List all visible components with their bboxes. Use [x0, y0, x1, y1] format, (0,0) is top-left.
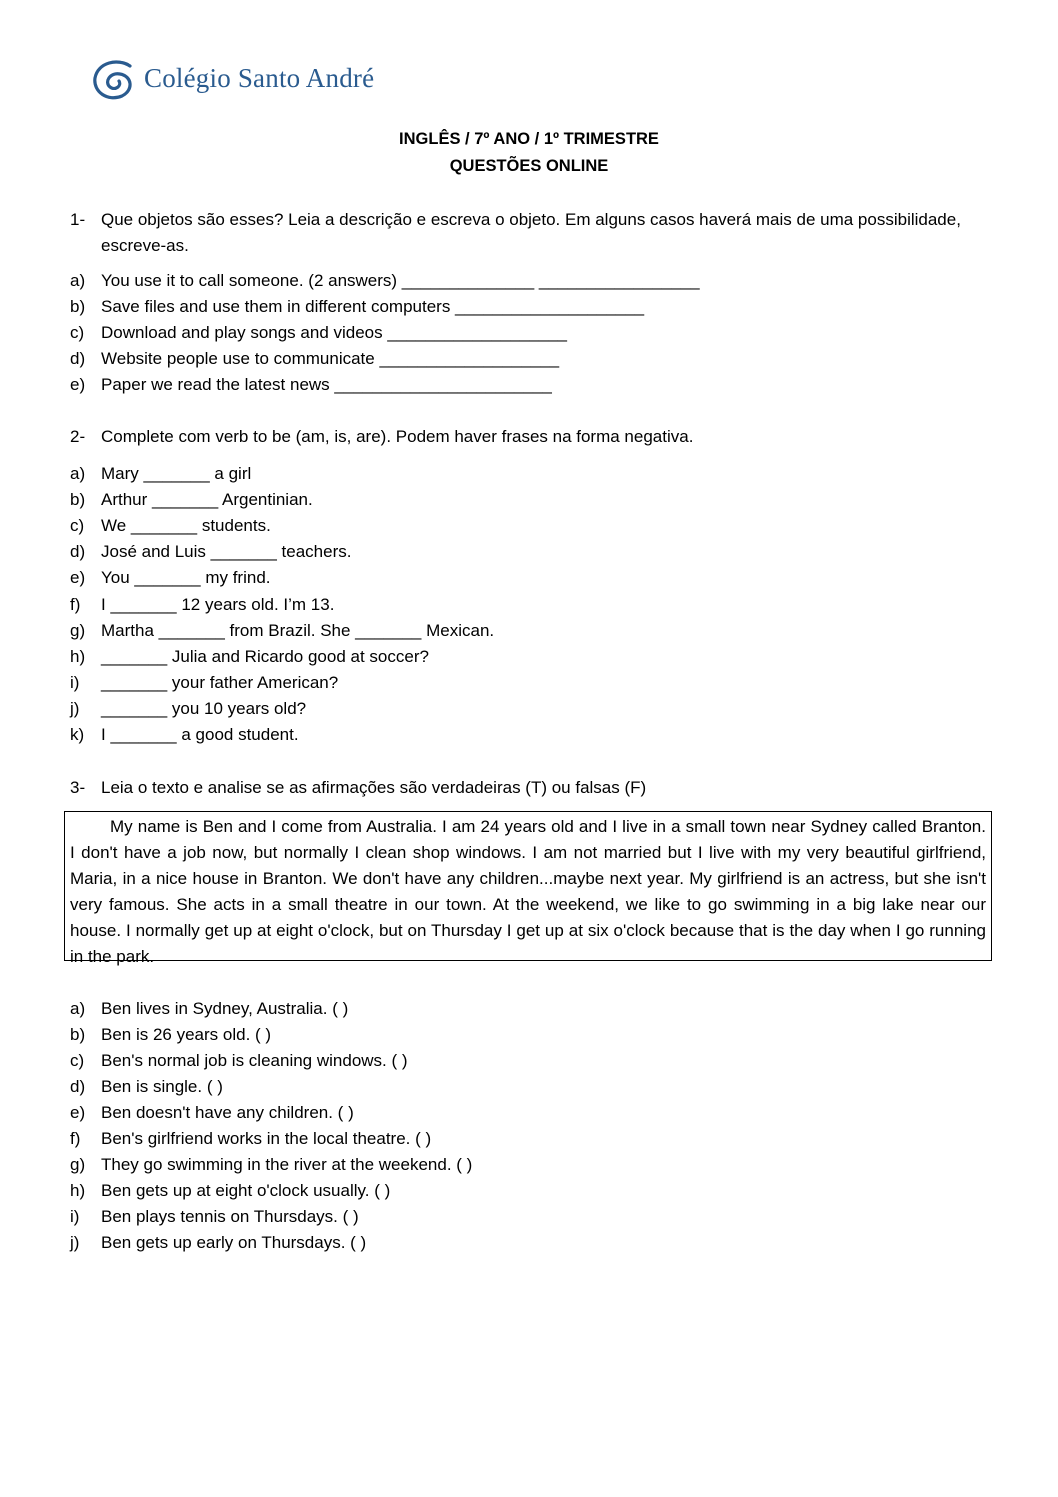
- question-2-number: 2-: [70, 427, 86, 446]
- swirl-logo-icon: [90, 56, 138, 104]
- question-3-instruction: Leia o texto e analise se as afirmações são verdadeiras (T) ou falsas (F): [101, 778, 647, 797]
- q1-item-c: c) Download and play songs and videos ___________________: [70, 323, 567, 342]
- q1-item-a: a) You use it to call someone. (2 answers) ______________ _________________: [70, 271, 700, 290]
- reading-passage: My name is Ben and I come from Australia. I am 24 years old and I live in a small town near Sydney called Branton. I don't have a job now, but normally I clean shop windows. I am not married but I live with my very beautiful girlfriend, Maria, in a nice house in Branton. We don't have any children...maybe next year. My girlfriend is an actress, but she isn't very famous. She acts in a small theatre in our town. At the weekend, we like to go swimming in a big lake near our house. I normally get up at eight o'clock, but on Thursday I get up at six o'clock because that is the day when I go running in the park.: [70, 817, 986, 966]
- school-logo: [90, 56, 374, 104]
- school-name: Colégio Santo André: [144, 62, 375, 93]
- q2-item-b: b) Arthur _______ Argentinian.: [70, 490, 313, 509]
- q2-item-e: e) You _______ my frind.: [70, 568, 271, 587]
- q3-item-c: c) Ben's normal job is cleaning windows. ( ): [70, 1051, 408, 1070]
- question-3-number: 3-: [70, 778, 86, 797]
- q2-item-c: c) We _______ students.: [70, 516, 271, 535]
- q2-item-f: f) I _______ 12 years old. I’m 13.: [70, 595, 335, 614]
- q3-item-j: j) Ben gets up early on Thursdays. ( ): [70, 1233, 367, 1252]
- q3-item-e: e) Ben doesn't have any children. ( ): [70, 1103, 354, 1122]
- page-title: INGLÊS / 7º ANO / 1º TRIMESTRE: [399, 130, 659, 148]
- q2-item-k: k) I _______ a good student.: [70, 725, 299, 744]
- q1-item-e: e) Paper we read the latest news _______________________: [70, 375, 552, 394]
- page-subtitle: QUESTÕES ONLINE: [449, 157, 609, 175]
- q3-item-h: h) Ben gets up at eight o'clock usually. ( ): [70, 1181, 391, 1200]
- q3-item-a: a) Ben lives in Sydney, Australia. ( ): [70, 999, 349, 1018]
- q3-item-b: b) Ben is 26 years old. ( ): [70, 1025, 272, 1044]
- q2-item-i: i) _______ your father American?: [70, 673, 339, 692]
- q3-item-d: d) Ben is single. ( ): [70, 1077, 223, 1096]
- q3-item-i: i) Ben plays tennis on Thursdays. ( ): [70, 1207, 359, 1226]
- q2-item-g: g) Martha _______ from Brazil. She _______ Mexican.: [70, 621, 495, 640]
- q2-item-j: j) _______ you 10 years old?: [70, 699, 307, 718]
- q2-item-h: h) _______ Julia and Ricardo good at soccer?: [70, 647, 429, 666]
- question-2-instruction: Complete com verb to be (am, is, are). Podem haver frases na forma negativa.: [101, 427, 694, 446]
- q3-item-f: f) Ben's girlfriend works in the local theatre. ( ): [70, 1129, 432, 1148]
- q2-item-a: a) Mary _______ a girl: [70, 464, 252, 483]
- reading-passage-box: [64, 811, 992, 966]
- question-1-instruction: Que objetos são esses? Leia a descrição e escreva o objeto. Em alguns casos haverá mais de uma possibilidade, escreve-as.: [101, 210, 961, 255]
- q2-item-d: d) José and Luis _______ teachers.: [70, 542, 352, 561]
- q3-item-g: g) They go swimming in the river at the weekend. ( ): [70, 1155, 473, 1174]
- q1-item-b: b) Save files and use them in different computers ____________________: [70, 297, 645, 316]
- question-1-number: 1-: [70, 210, 86, 229]
- q1-item-d: d) Website people use to communicate ___________________: [70, 349, 560, 368]
